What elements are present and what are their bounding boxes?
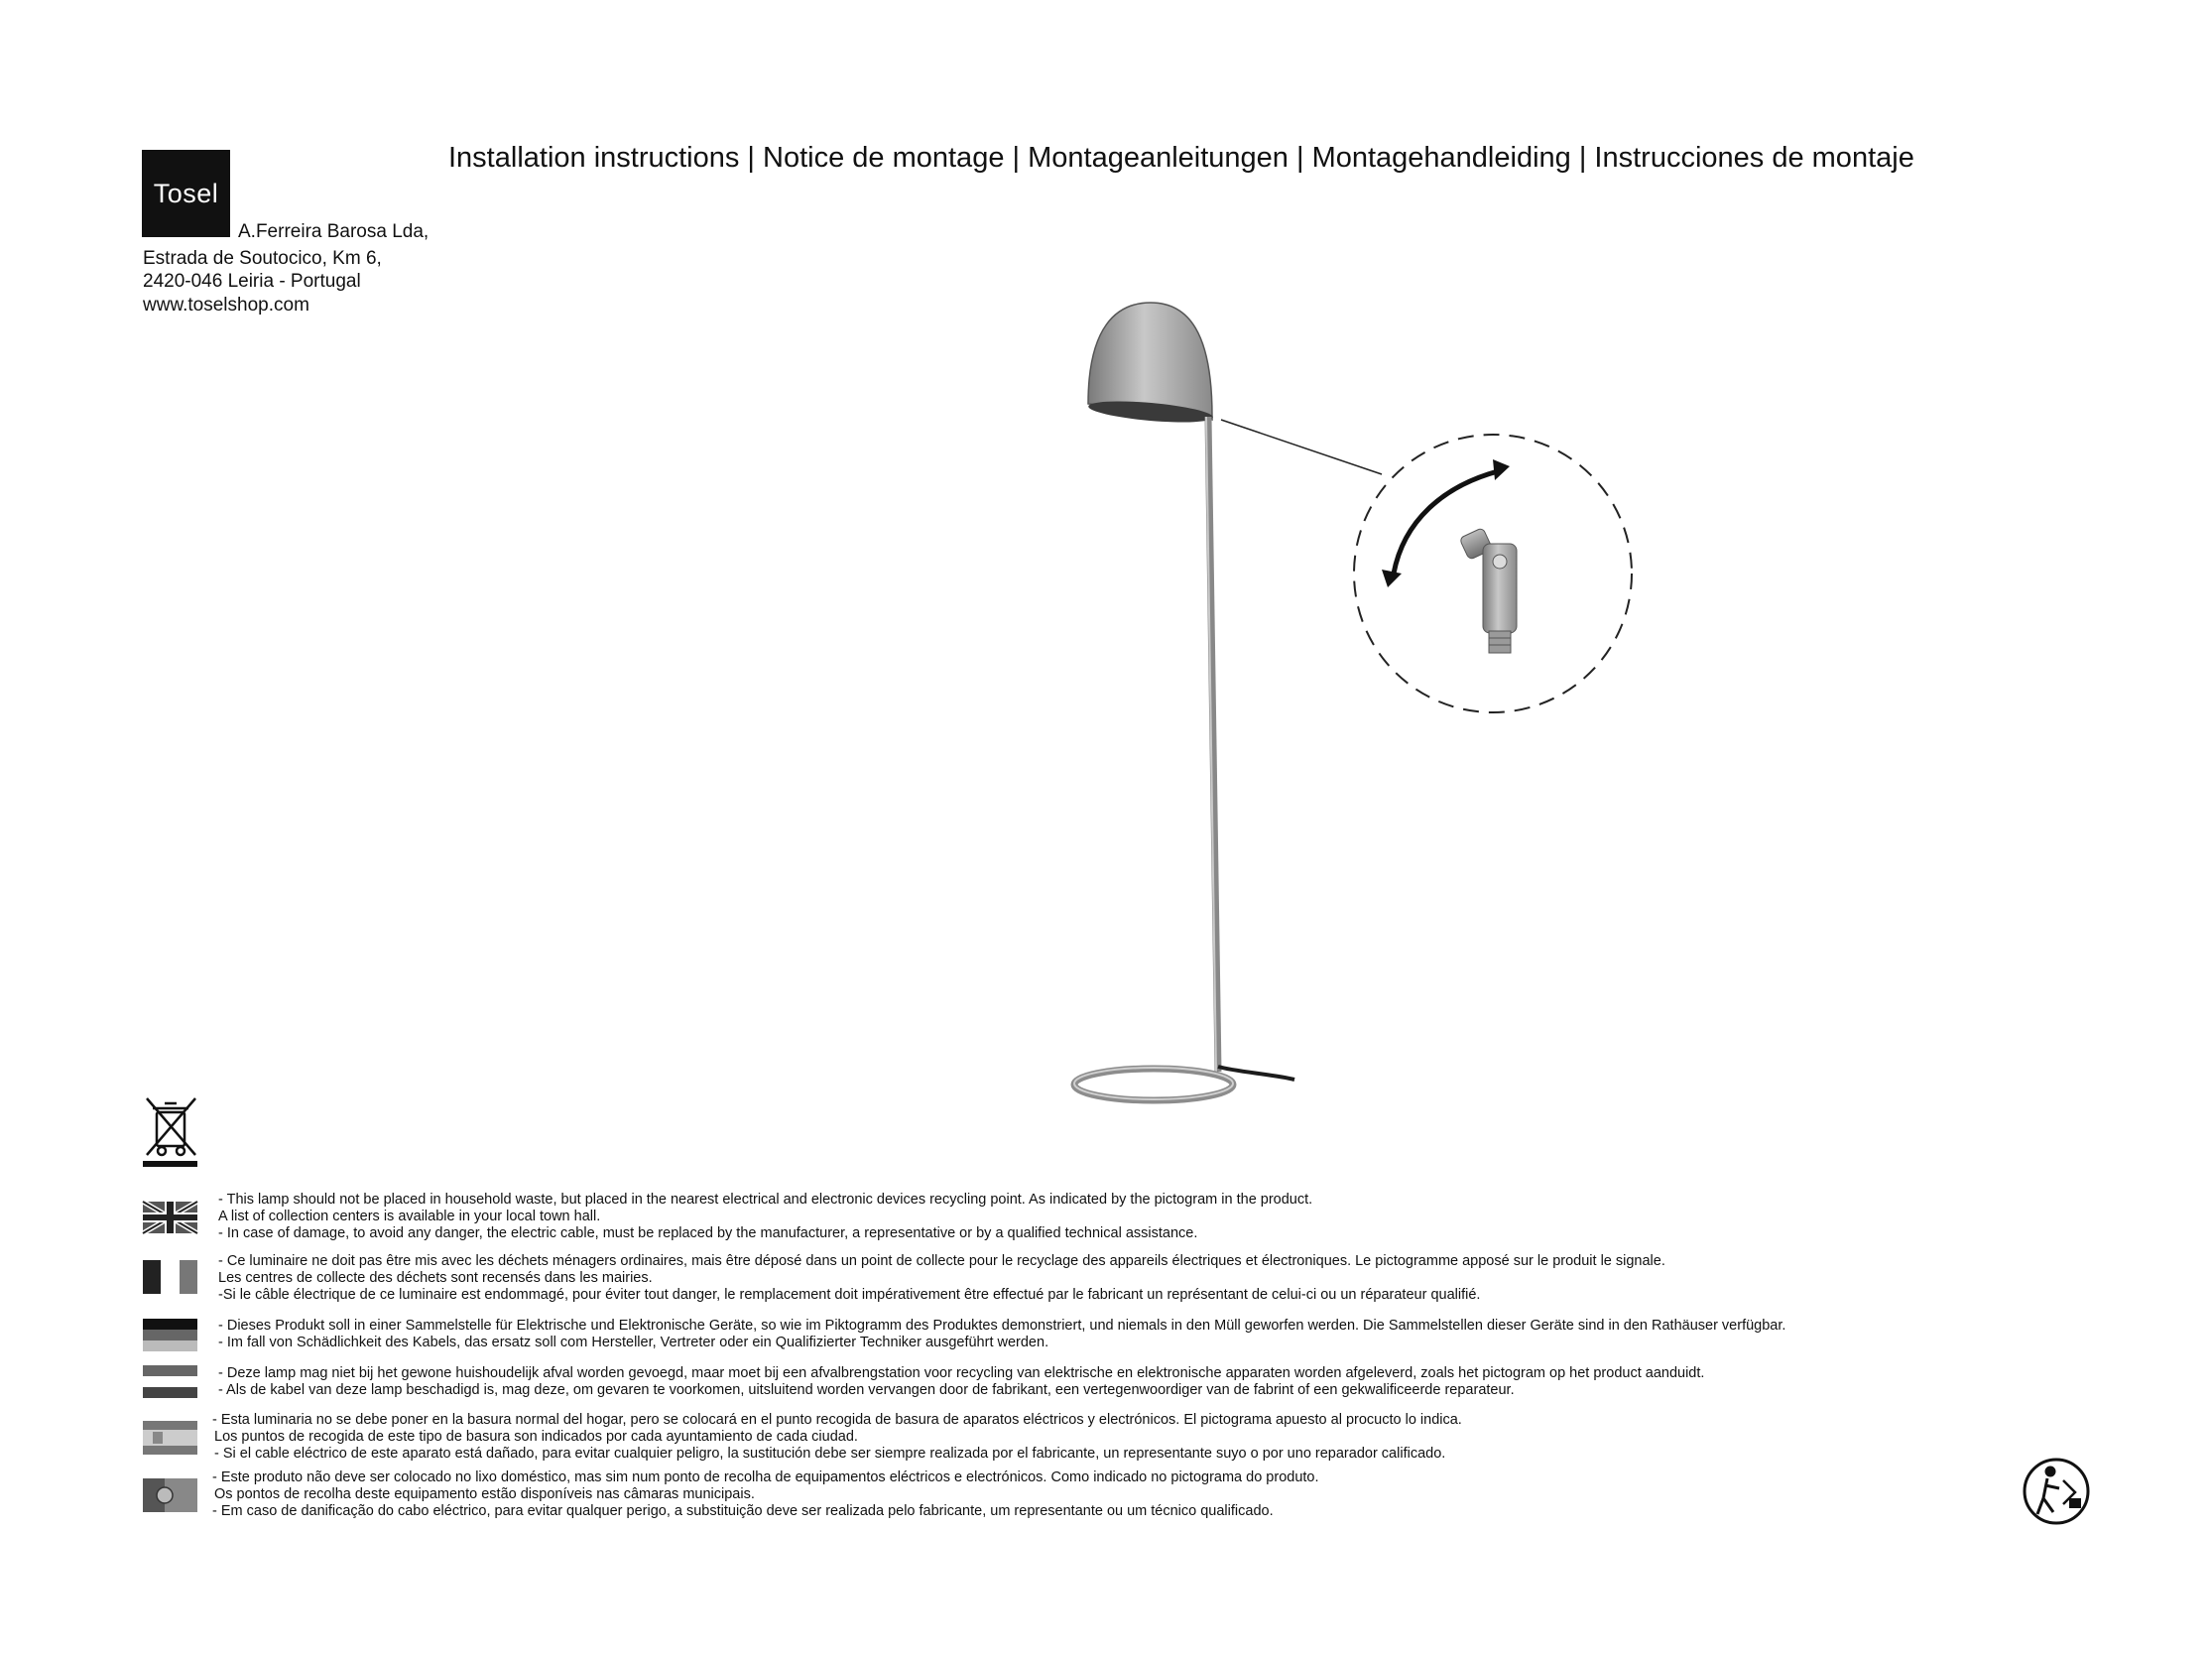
disposal-en-line1: - This lamp should not be placed in household waste, but placed in the nearest electrical and electronic devices recycling point. As indicated by the pictogram in the product. (218, 1192, 1313, 1208)
company-street: Estrada de Soutocico, Km 6, (143, 248, 382, 269)
disposal-nl-line1: - Deze lamp mag niet bij het gewone huishoudelijk afval worden gevoegd, maar moet bij een afvalbrengstation voor recycling van elektrische en elektronische apparaten worden afgeleverd, zoals het pictogram op het product aanduidt. (218, 1365, 1705, 1381)
germany-flag-icon (143, 1319, 197, 1351)
disposal-en-line2: A list of collection centers is available in your local town hall. (218, 1209, 601, 1224)
disposal-pt-line2: Os pontos de recolha deste equipamento estão disponíveis nas câmaras municipais. (214, 1486, 755, 1502)
disposal-nl-line2: - Als de kabel van deze lamp beschadigd is, mag deze, om gevaren te voorkomen, uitsluitend worden vervangen door de fabrikant, een vertegenwoordiger van de fabrint of een gekwalificeerde reparateur. (218, 1382, 1515, 1398)
swivel-joint-icon (1459, 528, 1517, 653)
disposal-de-line1: - Dieses Produkt soll in einer Sammelstelle für Elektrische und Elektronische Geräte, so wie im Piktogramm des Produktes demonstriert, und niemals in den Müll geworfen werden. Die Sammelstellen dieser Geräte sind in den Rathäuser verfügbar. (218, 1318, 1786, 1334)
disposal-es-line1: - Esta luminaria no se debe poner en la basura normal del hogar, pero se colocará en el punto recogida de basura de aparatos eléctricos y electrónicos. El pictograma apuesto al procucto lo indica. (212, 1412, 1462, 1428)
disposal-es-line2: Los puntos de recogida de este tipo de basura son indicados por cada ayuntamiento de cada ciudad. (214, 1429, 858, 1445)
netherlands-flag-icon (143, 1365, 197, 1398)
recycling-person-icon (2025, 1460, 2088, 1523)
uk-flag-icon (143, 1202, 197, 1233)
disposal-fr-line2: Les centres de collecte des déchets sont recensés dans les mairies. (218, 1270, 653, 1286)
disposal-de-line2: - Im fall von Schädlichkeit des Kabels, das ersatz soll com Hersteller, Vertreter oder ein Qualifizierter Techniker ausgeführt werden. (218, 1335, 1049, 1350)
crossed-out-wheelie-bin-icon (147, 1098, 195, 1155)
spain-flag-icon (143, 1421, 197, 1455)
company-website: www.toselshop.com (143, 295, 309, 316)
logo-text: Tosel (153, 178, 219, 208)
company-name: A.Ferreira Barosa Lda, (238, 221, 430, 242)
portugal-flag-icon (143, 1478, 197, 1512)
france-flag-icon (143, 1260, 197, 1294)
floor-lamp-icon (1074, 303, 1294, 1100)
disposal-fr-line1: - Ce luminaire ne doit pas être mis avec les déchets ménagers ordinaires, mais être déposé dans un point de collecte pour le recyclage des appareils électriques et électroniques. Le pictogramme apposé sur le produit le signale. (218, 1253, 1665, 1269)
disposal-es-line3: - Si el cable eléctrico de este aparato está dañado, para evitar cualquier peligro, la sustitución debe ser siempre realizada por el fabricante, un representante suyo o por uno reparador calificado. (214, 1446, 1446, 1462)
disposal-pt-line1: - Este produto não deve ser colocado no lixo doméstico, mas sim num ponto de recolha de equipamentos eléctricos e electrónicos. Como indicado no pictograma do produto. (212, 1469, 1319, 1485)
company-city: 2420-046 Leiria - Portugal (143, 271, 361, 292)
disposal-en-line3: - In case of damage, to avoid any danger, the electric cable, must be replaced by the manufacturer, a representative or by a qualified technical assistance. (218, 1225, 1198, 1241)
weee-underline-bar (143, 1161, 197, 1167)
disposal-pt-line3: - Em caso de danificação do cabo eléctrico, para evitar qualquer perigo, a substituição deve ser realizada pelo fabricante, um representante ou um técnico qualificado. (212, 1503, 1274, 1519)
disposal-fr-line3: -Si le câble électrique de ce luminaire est endommagé, pour éviter tout danger, le remplacement doit impérativement être effectué par le fabricant un représentant de celui-ci ou un réparateur qualifié. (218, 1287, 1481, 1303)
page-title: Installation instructions | Notice de montage | Montageanleitungen | Montagehandleiding | Instrucciones de montaje (448, 142, 1914, 174)
